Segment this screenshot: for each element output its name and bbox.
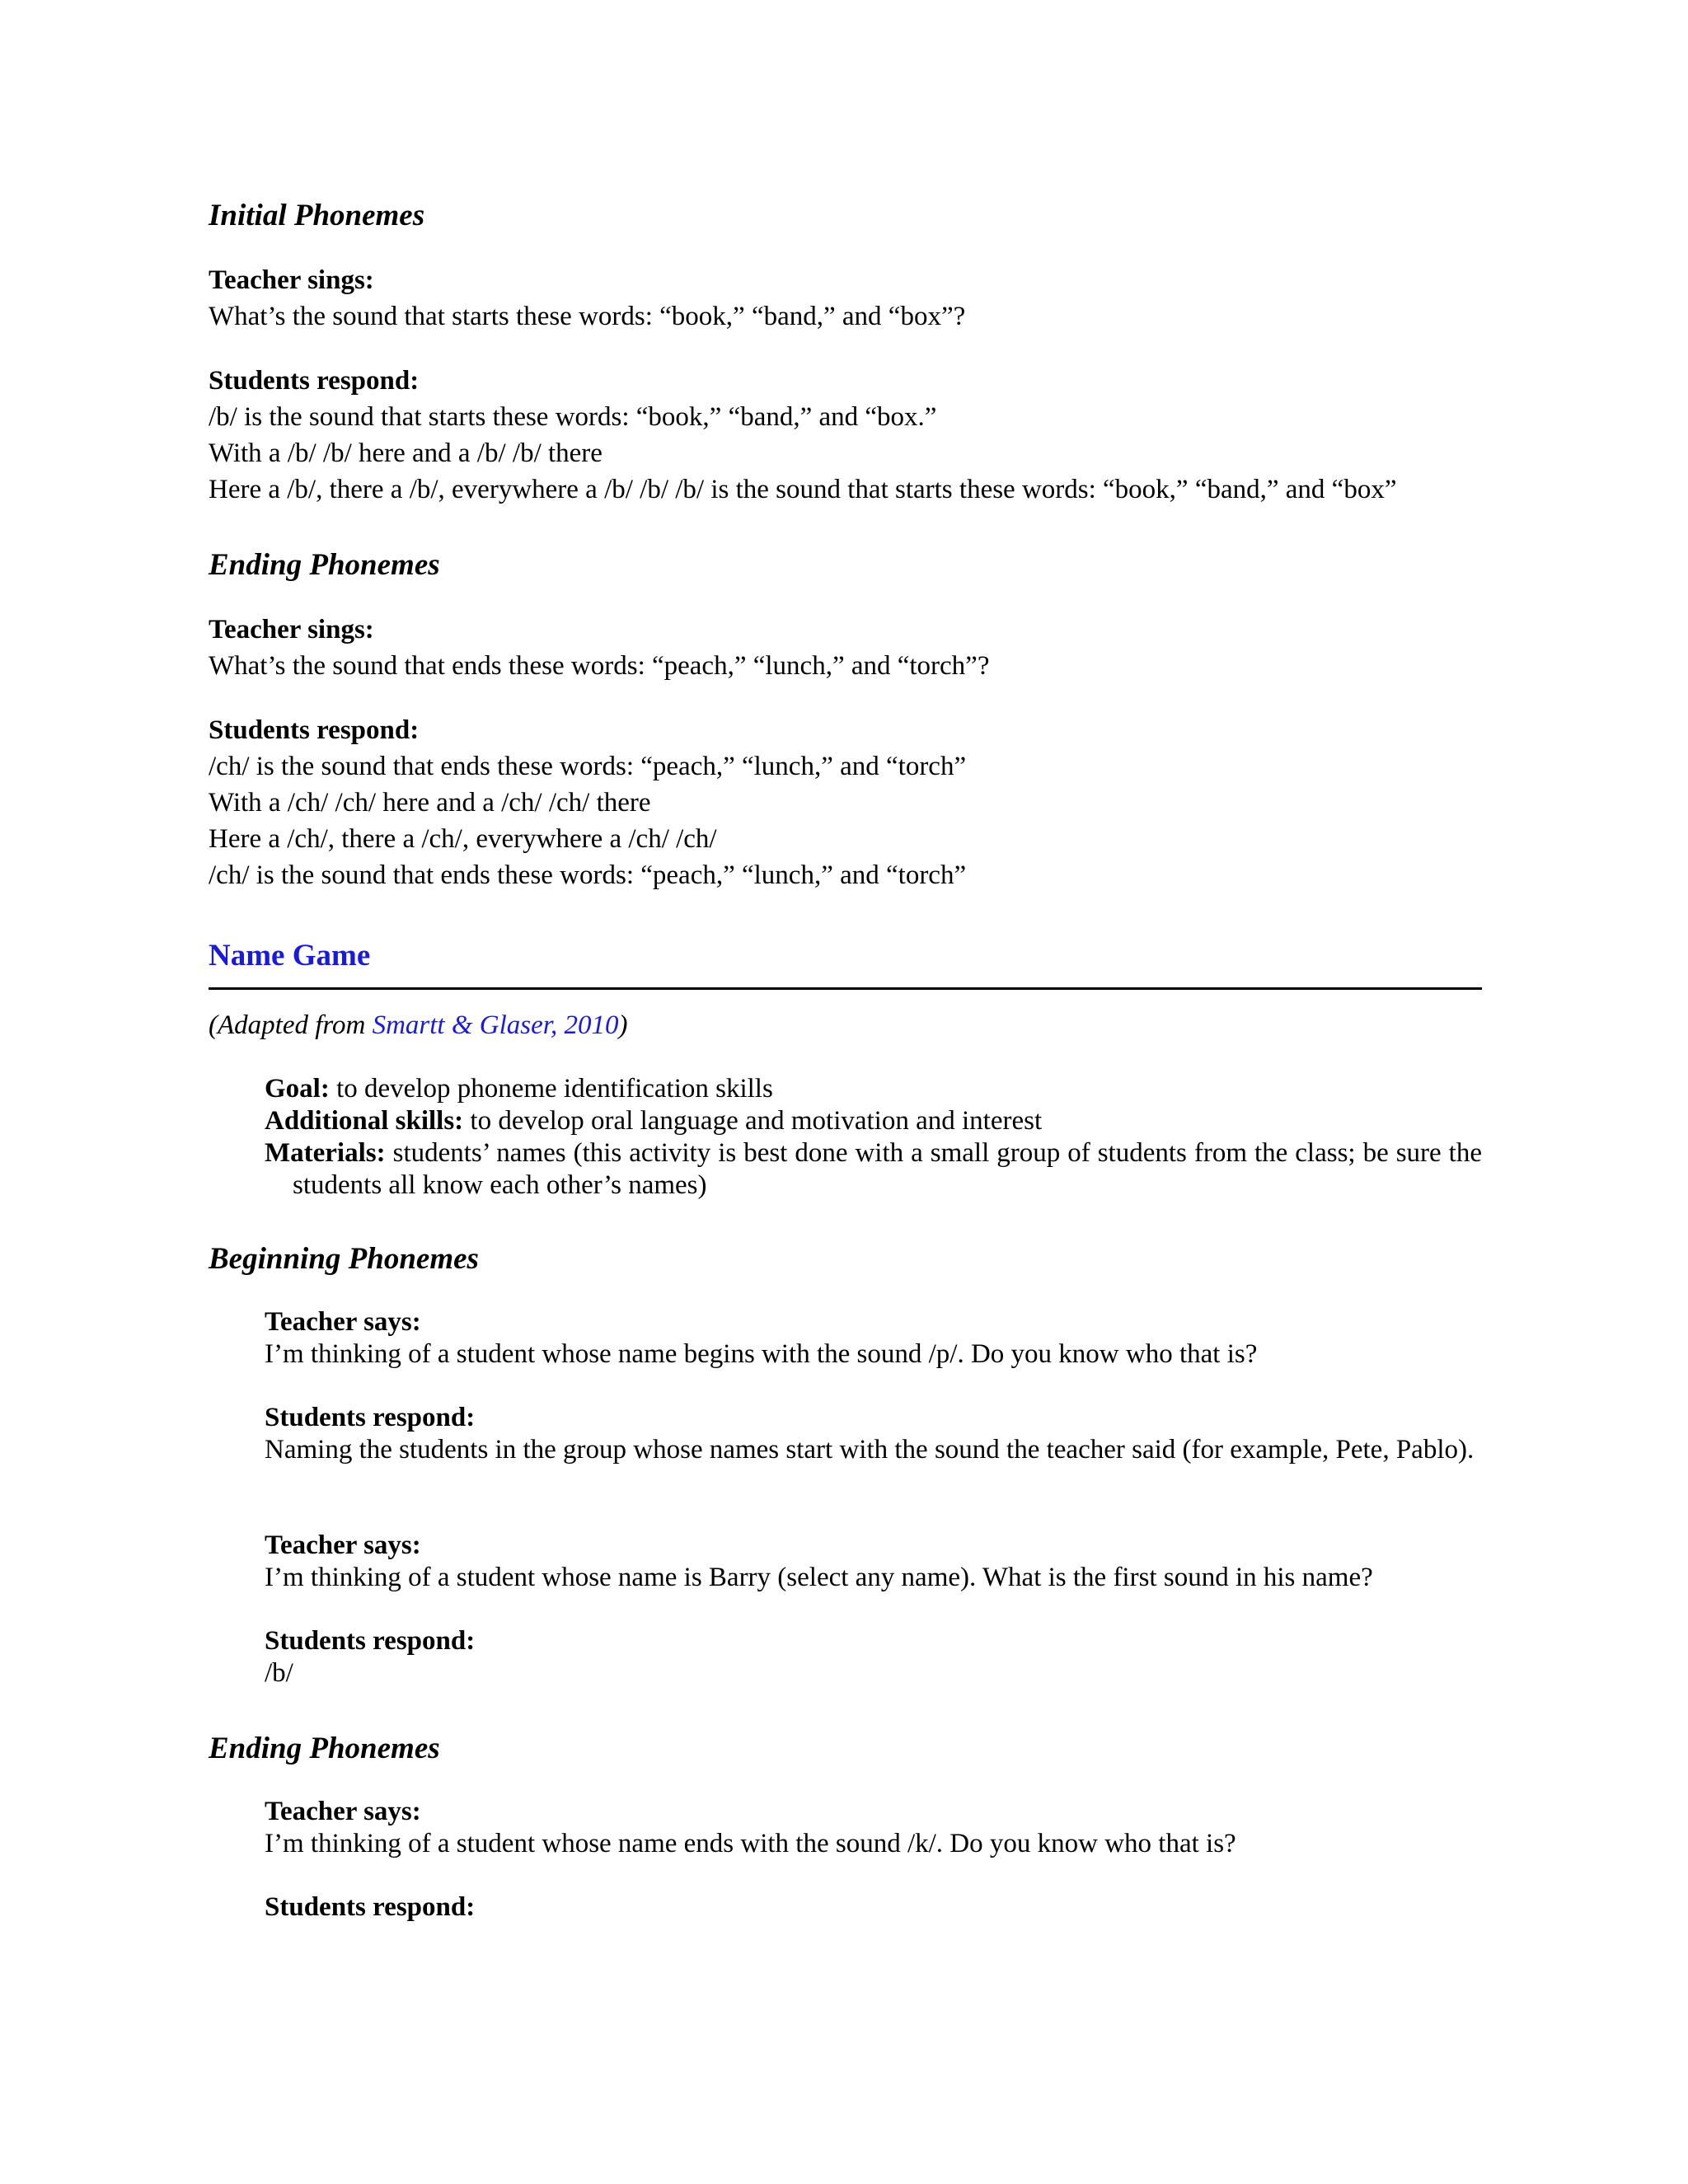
ending-names-students-block [265, 1891, 1482, 1924]
teacher-says-text: I’m thinking of a student whose name ends with the sound /k/. Do you know who that is? [265, 1829, 1236, 1858]
initial-teacher-block [209, 262, 965, 335]
teacher-sings-label: Teacher sings: [209, 265, 374, 295]
students-line: Here a /ch/, there a /ch/, everywhere a /ch/ /ch/ [209, 824, 717, 854]
students-respond-label: Students respond: [265, 1626, 476, 1656]
initial-students-block [209, 363, 1396, 508]
additional-skills-text: to develop oral language and motivation and interest [463, 1106, 1043, 1136]
citation-link[interactable]: Smartt & Glaser, 2010 [372, 1010, 619, 1040]
adapted-from-credit [209, 1007, 627, 1043]
beginning-students1-block [265, 1402, 1482, 1466]
teacher-says-text: I’m thinking of a student whose name begins with the sound /p/. Do you know who that is? [265, 1339, 1258, 1369]
goal-line [265, 1073, 1482, 1105]
teacher-says-text: I’m thinking of a student whose name is Barry (select any name). What is the first sound in his name? [265, 1563, 1373, 1592]
students-line: /ch/ is the sound that ends these words: “peach,” “lunch,” and “torch” [209, 752, 967, 781]
students-line: With a /b/ /b/ here and a /b/ /b/ there [209, 438, 603, 468]
students-respond-label: Students respond: [209, 366, 420, 396]
ending-phonemes-names-heading: Ending Phonemes [209, 1732, 440, 1765]
credit-suffix: ) [618, 1010, 628, 1040]
ending-students-block [209, 712, 966, 893]
name-game-title: Name Game [209, 939, 371, 972]
initial-phonemes-heading: Initial Phonemes [209, 199, 425, 232]
additional-skills-line [265, 1105, 1482, 1137]
teacher-says-label: Teacher says: [265, 1530, 421, 1560]
teacher-says-label: Teacher says: [265, 1307, 421, 1337]
teacher-sings-text: What’s the sound that ends these words: “peach,” “lunch,” and “torch”? [209, 651, 990, 681]
students-respond-label: Students respond: [265, 1892, 476, 1922]
students-line: With a /ch/ /ch/ here and a /ch/ /ch/ there [209, 788, 651, 818]
students-respond-label: Students respond: [265, 1403, 476, 1432]
additional-skills-label: Additional skills: [265, 1106, 464, 1136]
goal-label: Goal: [265, 1074, 330, 1104]
materials-line [265, 1137, 1482, 1202]
goal-text: to develop phoneme identification skills [329, 1074, 773, 1104]
students-line: /ch/ is the sound that ends these words: “peach,” “lunch,” and “torch” [209, 860, 967, 890]
name-game-objectives [265, 1073, 1482, 1202]
ending-teacher-block [209, 612, 989, 684]
students-respond-text: Naming the students in the group whose names start with the sound the teacher said (for example, Pete, Pablo). [265, 1435, 1475, 1465]
ending-phonemes-heading: Ending Phonemes [209, 548, 440, 582]
beginning-students2-block [265, 1625, 1482, 1690]
students-line: Here a /b/, there a /b/, everywhere a /b/ /b/ /b/ is the sound that starts these words: “book,” “band,” and “box” [209, 475, 1397, 504]
credit-prefix: (Adapted from [209, 1010, 373, 1040]
teacher-says-label: Teacher says: [265, 1797, 421, 1826]
section-divider [209, 987, 1482, 990]
ending-names-teacher-block [265, 1796, 1482, 1860]
beginning-phonemes-heading: Beginning Phonemes [209, 1242, 479, 1276]
materials-label: Materials: [265, 1138, 386, 1168]
beginning-teacher1-block [265, 1306, 1482, 1371]
teacher-sings-label: Teacher sings: [209, 615, 374, 644]
beginning-teacher2-block [265, 1530, 1482, 1594]
materials-text: students’ names (this activity is best done with a small group of students from the class; be sure the students all know each other’s names) [293, 1138, 1482, 1200]
students-respond-label: Students respond: [209, 715, 420, 745]
teacher-sings-text: What’s the sound that starts these words: “book,” “band,” and “box”? [209, 302, 966, 331]
students-respond-text: /b/ [265, 1658, 293, 1688]
students-line: /b/ is the sound that starts these words: “book,” “band,” and “box.” [209, 402, 937, 432]
